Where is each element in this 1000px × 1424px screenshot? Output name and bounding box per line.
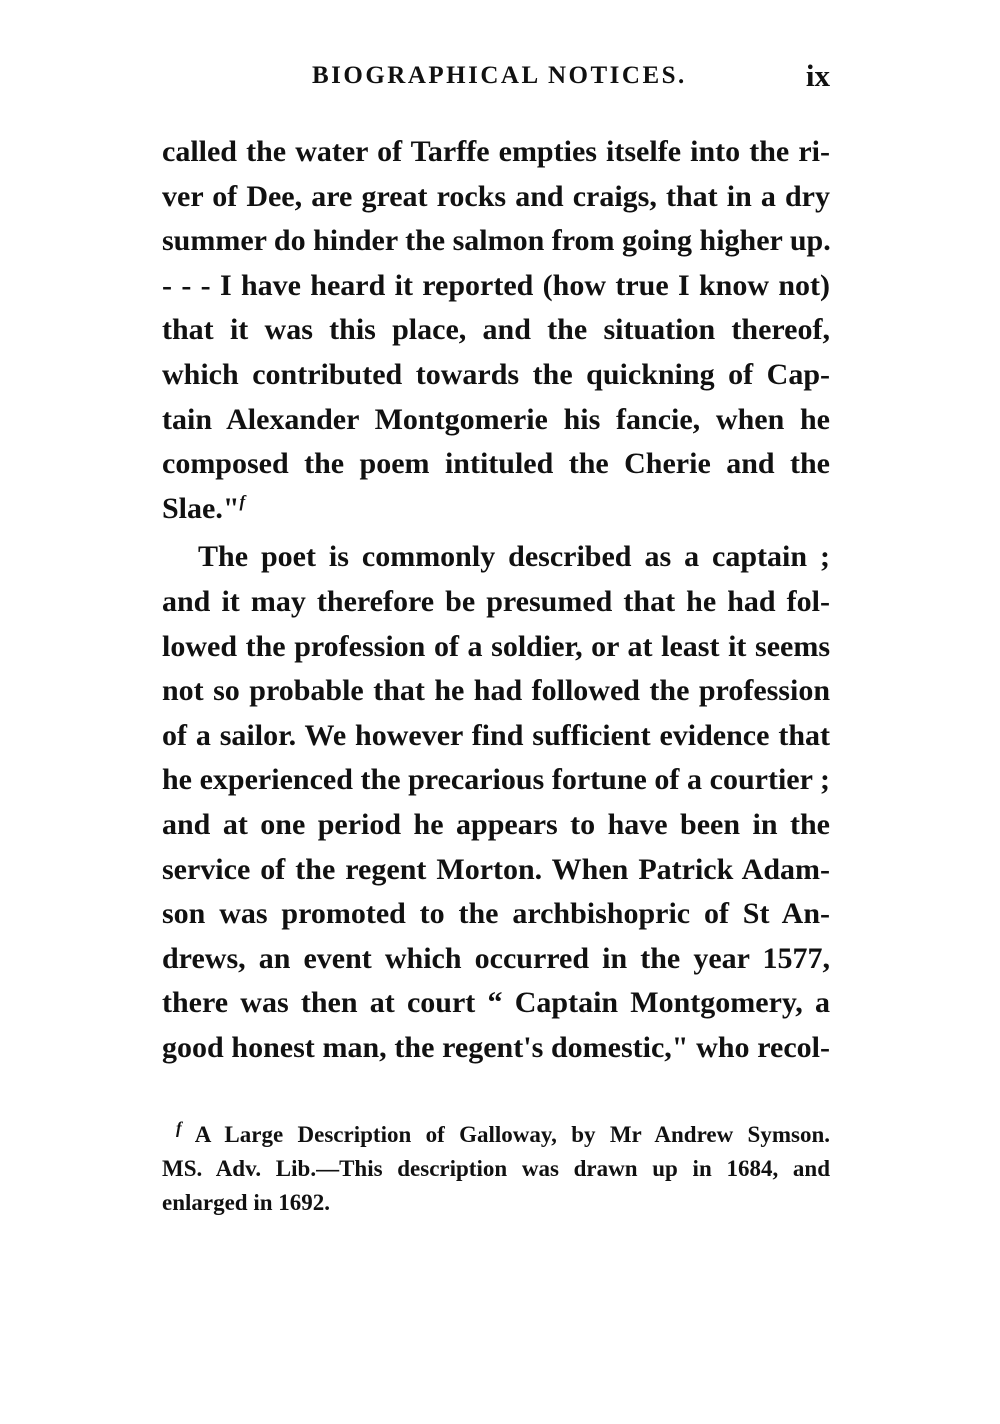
footnote: [162, 1118, 830, 1220]
text-line: composed the poem intituled the Cherie and the: [162, 447, 830, 481]
footnote-line: MS. Adv. Lib.—This description was drawn up in 1684, and: [162, 1156, 830, 1181]
text-line: drews, an event which occurred in the year 1577,: [162, 941, 830, 975]
body-text: [162, 130, 830, 1070]
text-line: called the water of Tarffe empties itselfe into the ri-: [162, 135, 830, 168]
text-line: good honest man, the regent's domestic," who recol-: [162, 1030, 830, 1064]
text-line: summer do hinder the salmon from going higher up.: [162, 224, 831, 258]
paragraph: [162, 535, 830, 1070]
text-line: and it may therefore be presumed that he had fol-: [162, 584, 830, 618]
last-line-text: Slae.": [162, 491, 240, 525]
text-line: not so probable that he had followed the profession: [162, 674, 830, 708]
text-line: he experienced the precarious fortune of a courtier ;: [162, 763, 830, 797]
text-line-last: [162, 487, 830, 532]
text-line-indented: The poet is commonly described as a captain ;: [198, 540, 830, 574]
text-line: of a sailor. We however find sufficient evidence that: [162, 718, 830, 752]
running-title: BIOGRAPHICAL NOTICES.: [312, 62, 687, 89]
footnote-marker: f: [176, 1118, 182, 1138]
text-line: - - - I have heard it reported (how true I know not): [162, 268, 830, 302]
text-line: tain Alexander Montgomerie his fancie, when he: [162, 402, 830, 436]
text-line: service of the regent Morton. When Patrick Adam-: [162, 852, 830, 886]
paragraph-continuation: [162, 130, 830, 531]
footnote-reference: f: [239, 491, 246, 511]
text-line: lowed the profession of a soldier, or at least it seems: [162, 629, 830, 663]
page-number: ix: [805, 58, 830, 93]
footnote-line: [162, 1118, 830, 1152]
text-line: there was then at court “ Captain Montgomery, a: [162, 986, 830, 1020]
footnote-line-last: enlarged in 1692.: [162, 1190, 331, 1215]
text-line: son was promoted to the archbishopric of St An-: [162, 897, 830, 931]
text-line: that it was this place, and the situation thereof,: [162, 313, 830, 347]
text-line: and at one period he appears to have been in the: [162, 807, 830, 841]
text-line: ver of Dee, are great rocks and craigs, that in a dry: [162, 179, 830, 213]
running-head: [160, 58, 830, 102]
text-line: which contributed towards the quickning of Cap-: [162, 357, 830, 391]
footnote-text: A Large Description of Galloway, by Mr Andrew Symson.: [194, 1122, 830, 1147]
